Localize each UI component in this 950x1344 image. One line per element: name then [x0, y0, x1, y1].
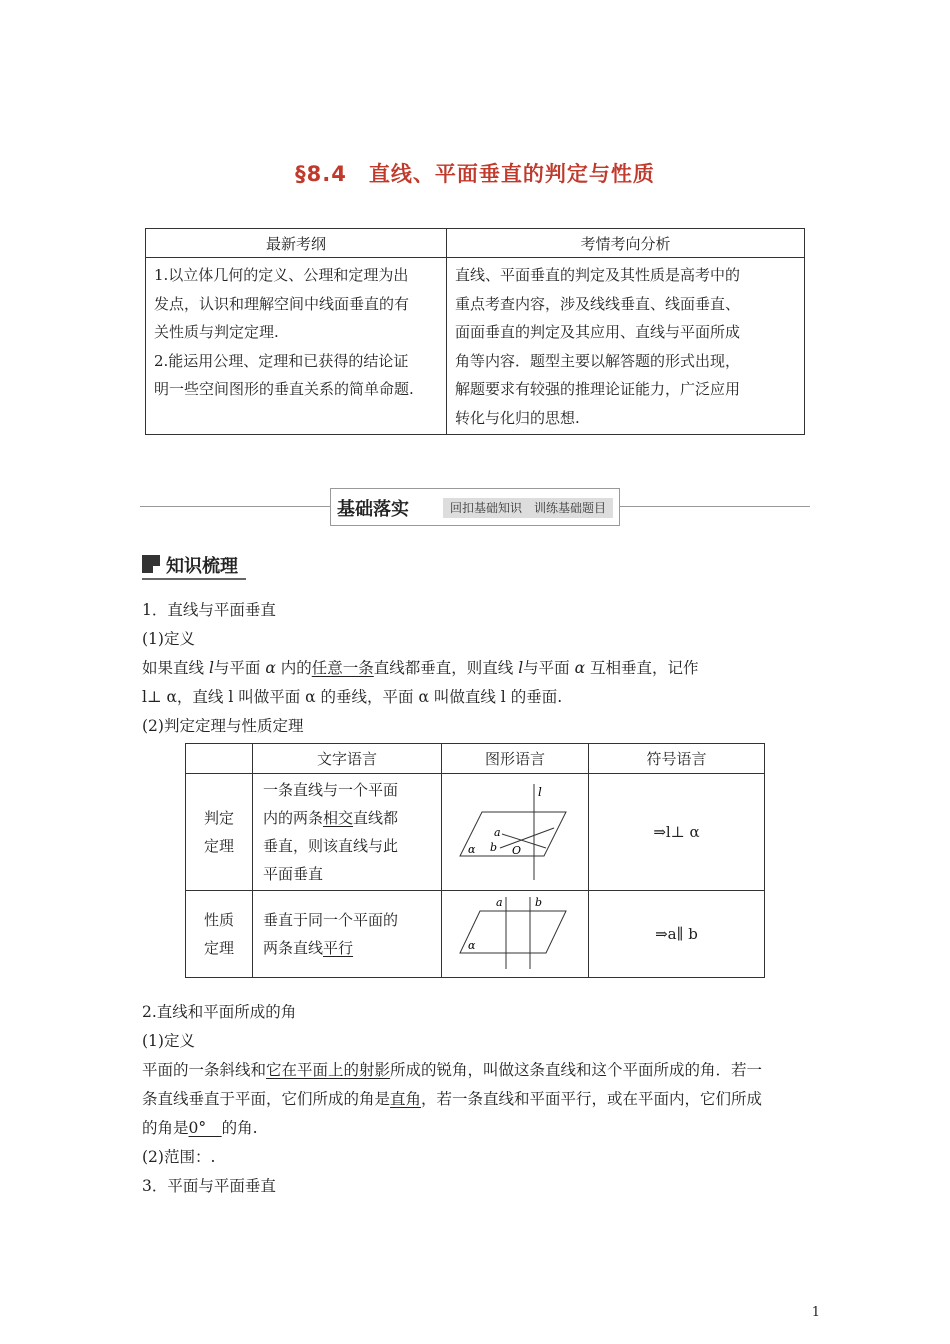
fig-label: b: [535, 896, 543, 909]
s2-line3: [142, 1114, 258, 1143]
banner-rule-left: [140, 506, 330, 507]
outline-table: [145, 228, 805, 435]
theorem-header-symbol: 符号语言: [589, 744, 765, 774]
row-text-line: [263, 934, 431, 962]
banner-main-label: 基础落实: [337, 499, 409, 520]
theorem-row-text: [253, 891, 442, 978]
outline-right-line: 解题要求有较强的推理论证能力，广泛应用: [455, 380, 741, 398]
s1-def-line1: [142, 654, 699, 683]
row-text-line: 垂直于同一个平面的: [263, 911, 399, 929]
math-alpha: α: [265, 659, 276, 677]
parallel-lines-figure: [442, 891, 588, 973]
row-text-line: 一条直线与一个平面: [263, 781, 399, 799]
fig-label: a: [494, 826, 501, 839]
s2-title: 2.直线和平面所成的角: [142, 1003, 297, 1021]
s2-line2: [142, 1085, 762, 1114]
fig-label: b: [490, 841, 498, 854]
row-name-line: 定理: [203, 939, 234, 957]
text-run: 内的两条: [263, 809, 324, 827]
theorem-row-name: [186, 774, 253, 891]
s2-line1: [142, 1056, 762, 1085]
outline-left-cell: [146, 258, 447, 435]
text-run: 的角.: [221, 1119, 258, 1137]
text-run: 与平面: [213, 659, 266, 677]
s1-title: 1．直线与平面垂直: [142, 601, 276, 619]
theorem-symbol: ⇒l⊥ α: [589, 774, 765, 891]
outline-left-line: 发点，认识和理解空间中线面垂直的有: [154, 294, 410, 313]
s1-def-label: (1)定义: [142, 630, 195, 648]
square-bullet-notch: [153, 566, 161, 574]
outline-right-line: 直线、平面垂直的判定及其性质是高考中的: [455, 266, 741, 284]
outline-right-line: 面面垂直的判定及其应用、直线与平面所成: [455, 323, 741, 341]
outline-header-right: 考情考向分析: [447, 229, 805, 258]
outline-right-line: 重点考查内容，涉及线线垂直、线面垂直、: [455, 294, 741, 313]
s2-range-label: (2)范围：.: [142, 1148, 216, 1166]
s1-thm-label: (2)判定定理与性质定理: [142, 717, 304, 735]
theorem-row-name: [186, 891, 253, 978]
fig-label: l: [538, 785, 542, 799]
theorem-header-text: 文字语言: [253, 744, 442, 774]
row-name-line: 定理: [203, 837, 234, 855]
text-run: ，若一条直线和平面平行，或在平面内，它们所成: [421, 1090, 763, 1108]
math-l: l: [518, 659, 524, 677]
row-name-line: 性质: [203, 911, 234, 929]
fig-label: α: [468, 939, 476, 952]
outline-left-line: 1.以立体几何的定义、公理和定理为出: [154, 266, 409, 284]
underlined-answer: 0°: [188, 1119, 222, 1137]
fig-label: α: [468, 843, 476, 856]
outline-left-line: 明一些空间图形的垂直关系的简单命题.: [154, 380, 414, 398]
underlined-answer: 直角: [390, 1090, 422, 1108]
row-name-line: 判定: [203, 809, 234, 827]
section-banner: [330, 488, 620, 526]
underlined-answer: 它在平面上的射影: [266, 1061, 391, 1079]
math-l: l: [208, 659, 214, 677]
line-plane-perpendicular-figure: [442, 774, 588, 886]
s1-def-line2: l⊥ α，直线 l 叫做平面 α 的垂线，平面 α 叫做直线 l 的垂面.: [142, 688, 563, 706]
theorem-header-figure: 图形语言: [442, 744, 589, 774]
underlined-answer: 相交: [323, 809, 354, 827]
text-run: 如果直线: [142, 659, 209, 677]
text-run: 平面的一条斜线和: [142, 1061, 267, 1079]
banner-rule-right: [618, 506, 810, 507]
s2-def-label: (1)定义: [142, 1032, 195, 1050]
text-run: 与平面: [523, 659, 575, 677]
text-run: 所成的锐角，叫做这条直线和这个平面所成的角．若一: [390, 1061, 763, 1079]
text-run: 的角是: [142, 1119, 189, 1137]
text-run: 条直线垂直于平面，它们所成的角是: [142, 1090, 391, 1108]
theorem-table: [185, 743, 765, 978]
outline-right-line: 角等内容．题型主要以解答题的形式出现，: [455, 351, 741, 370]
outline-header-left: 最新考纲: [146, 229, 447, 258]
underlined-answer: 平行: [323, 939, 354, 957]
text-run: 内的: [275, 659, 312, 677]
row-text-line: [263, 804, 431, 832]
text-run: 直线都: [353, 809, 399, 827]
s3-title: 3．平面与平面垂直: [142, 1177, 276, 1195]
theorem-header-blank: [186, 744, 253, 774]
section-heading-text: 知识梳理: [166, 556, 238, 577]
text-run: 互相垂直，记作: [585, 659, 699, 677]
math-alpha: α: [574, 659, 586, 677]
row-text-line: 垂直，则该直线与此: [263, 837, 399, 855]
banner-sub-label: 回扣基础知识 训练基础题目: [443, 498, 613, 518]
page-number: 1: [811, 1305, 820, 1320]
theorem-figure-cell: [442, 891, 589, 978]
fig-label: a: [496, 896, 503, 909]
outline-left-line: 关性质与判定定理.: [154, 323, 279, 341]
underlined-answer: 任意一条: [311, 659, 374, 677]
outline-right-line: 转化与化归的思想.: [455, 408, 580, 427]
text-run: 两条直线: [263, 939, 324, 957]
text-run: 直线都垂直，则直线: [373, 659, 519, 677]
outline-left-line: 2.能运用公理、定理和已获得的结论证: [154, 351, 409, 370]
theorem-figure-cell: [442, 774, 589, 891]
fig-label: O: [512, 844, 522, 857]
row-text-line: 平面垂直: [263, 865, 324, 883]
theorem-symbol: ⇒a∥ b: [589, 891, 765, 978]
outline-right-cell: [447, 258, 805, 435]
page-title: §8.4 直线、平面垂直的判定与性质: [295, 162, 655, 186]
section-heading-underline: [142, 578, 246, 580]
theorem-row-text: [253, 774, 442, 891]
